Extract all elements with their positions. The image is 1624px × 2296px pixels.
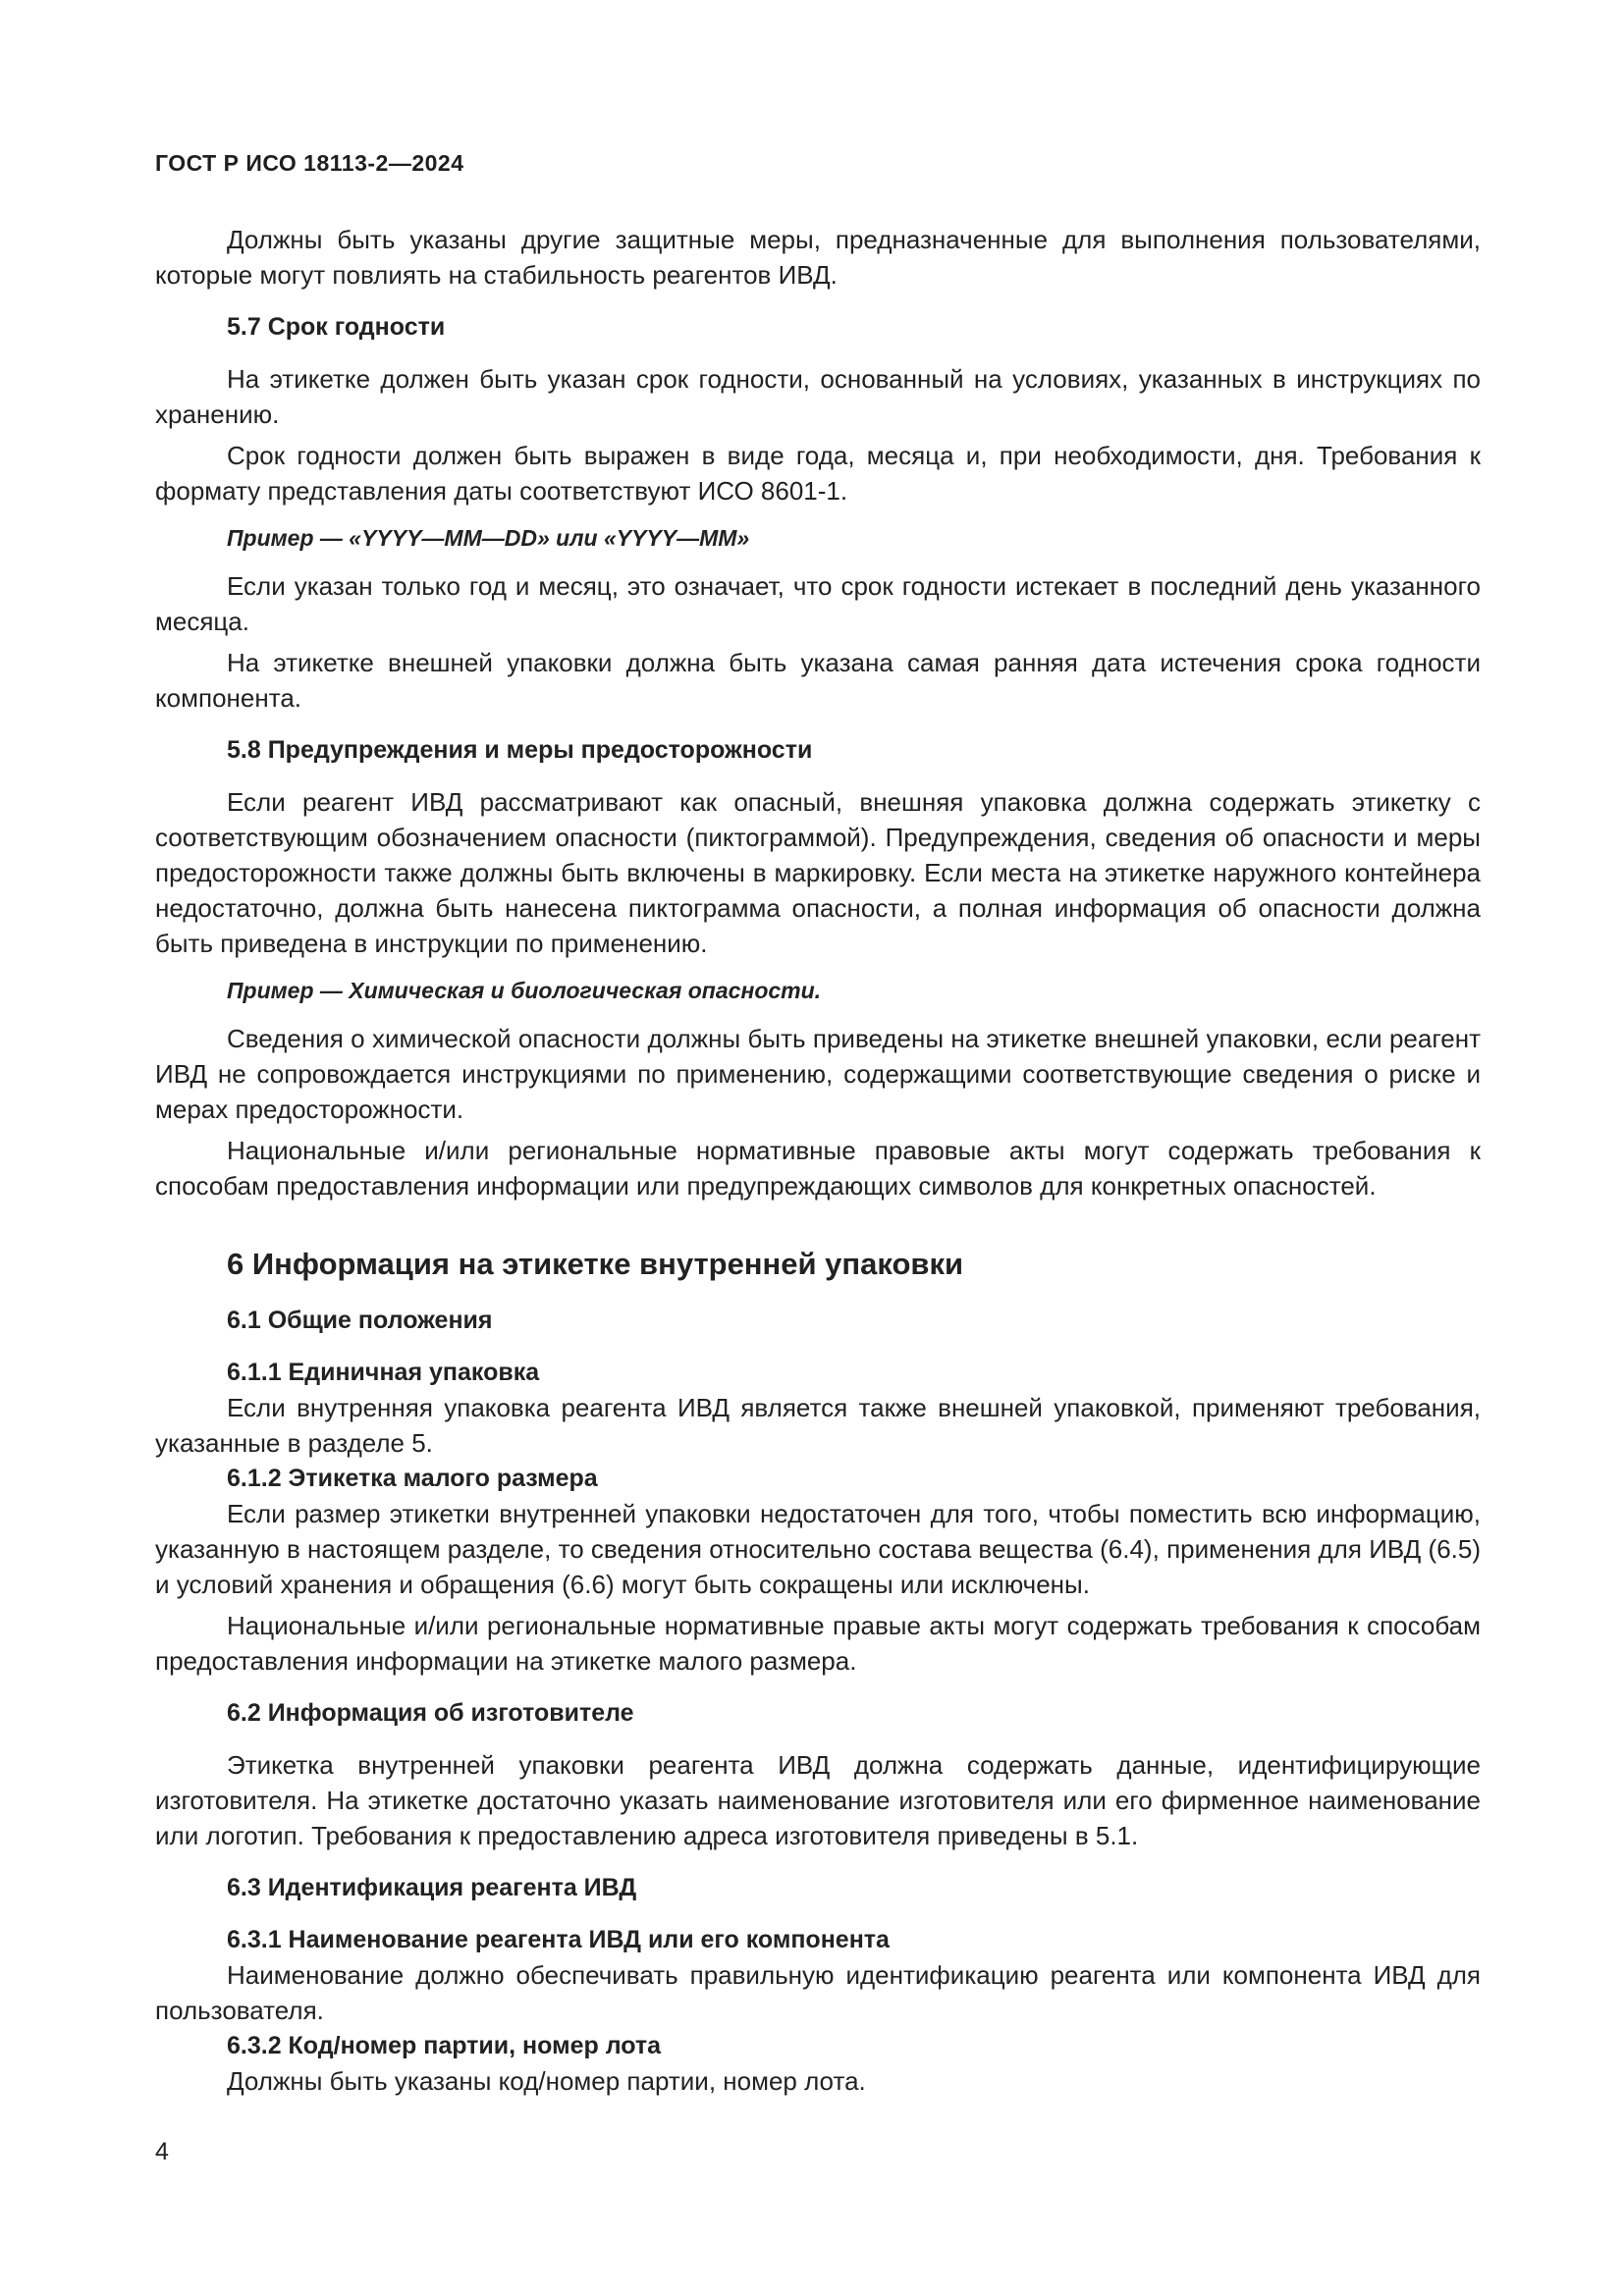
section-heading-6-1-1: 6.1.1 Единичная упаковка — [227, 1359, 540, 1386]
paragraph: На этикетке должен быть указан срок годности, основанный на условиях, указанных в инструкциях по хранению. — [155, 364, 1481, 429]
paragraph: Национальные и/или региональные нормативные правые акты могут содержать требования к способам предоставления информации на этикетке малого размера. — [155, 1611, 1481, 1676]
section-heading-6-2: 6.2 Информация об изготовителе — [227, 1699, 634, 1727]
paragraph: Должны быть указаны другие защитные меры, предназначенные для выполнения пользователями, которые могут повлиять на стабильность реагентов ИВД. — [155, 225, 1481, 290]
paragraph: Должны быть указаны код/номер партии, номер лота. — [227, 2066, 866, 2096]
example-note: Пример — Химическая и биологическая опасности. — [227, 978, 822, 1003]
section-heading-6: 6 Информация на этикетке внутренней упаковки — [227, 1247, 964, 1281]
paragraph: Национальные и/или региональные нормативные правовые акты могут содержать требования к способам предоставления информации или предупреждающих символов для конкретных опасностей. — [155, 1136, 1481, 1201]
section-heading-6-3-2: 6.3.2 Код/номер партии, номер лота — [227, 2032, 662, 2059]
section-heading-6-3-1: 6.3.1 Наименование реагента ИВД или его компонента — [227, 1926, 890, 1953]
document-body — [155, 222, 1481, 2099]
section-heading-6-1: 6.1 Общие положения — [227, 1307, 493, 1334]
paragraph: Если внутренняя упаковка реагента ИВД является также внешней упаковкой, применяют требования, указанные в разделе 5. — [155, 1393, 1481, 1458]
paragraph: Этикетка внутренней упаковки реагента ИВД должна содержать данные, идентифицирующие изготовителя. На этикетке достаточно указать наименование изготовителя или его фирменное наименование или логотип. Требования к предоставлению адреса изготовителя приведены в 5.1. — [155, 1750, 1481, 1850]
section-heading-5-8: 5.8 Предупреждения и меры предосторожности — [227, 736, 813, 764]
paragraph: Если реагент ИВД рассматривают как опасный, внешняя упаковка должна содержать этикетку с соответствующим обозначением опасности (пиктограммой). Предупреждения, сведения об опасности и меры предосторожности также должны быть включены в маркировку. Если места на этикетке наружного контейнера недостаточно, должна быть нанесена пиктограмма опасности, а полная информация об опасности должна быть приведена в инструкции по применению. — [155, 787, 1481, 958]
paragraph: Наименование должно обеспечивать правильную идентификацию реагента или компонента ИВД для пользователя. — [155, 1960, 1481, 2025]
paragraph: На этикетке внешней упаковки должна быть указана самая ранняя дата истечения срока годности компонента. — [155, 648, 1481, 713]
section-heading-6-3: 6.3 Идентификация реагента ИВД — [227, 1874, 637, 1901]
paragraph: Если указан только год и месяц, это означает, что срок годности истекает в последний день указанного месяца. — [155, 571, 1481, 636]
section-heading-6-1-2: 6.1.2 Этикетка малого размера — [227, 1465, 598, 1492]
section-heading-5-7: 5.7 Срок годности — [227, 313, 446, 341]
paragraph: Сведения о химической опасности должны быть приведены на этикетке внешней упаковки, если реагент ИВД не сопровождается инструкциями по применению, содержащими соответствующие сведения о риске и мерах предосторожности. — [155, 1024, 1481, 1124]
page-number: 4 — [155, 2138, 169, 2165]
example-note: Пример — «YYYY—MM—DD» или «YYYY—MM» — [227, 525, 750, 551]
document-header: ГОСТ Р ИСО 18113-2—2024 — [155, 150, 464, 176]
paragraph: Срок годности должен быть выражен в виде года, месяца и, при необходимости, дня. Требования к формату представления даты соответствуют ИСО 8601-1. — [155, 441, 1481, 506]
paragraph: Если размер этикетки внутренней упаковки недостаточен для того, чтобы поместить всю информацию, указанную в настоящем разделе, то сведения относительно состава вещества (6.4), применения для ИВД (6.5) и условий хранения и обращения (6.6) могут быть сокращены или исключены. — [155, 1499, 1481, 1599]
